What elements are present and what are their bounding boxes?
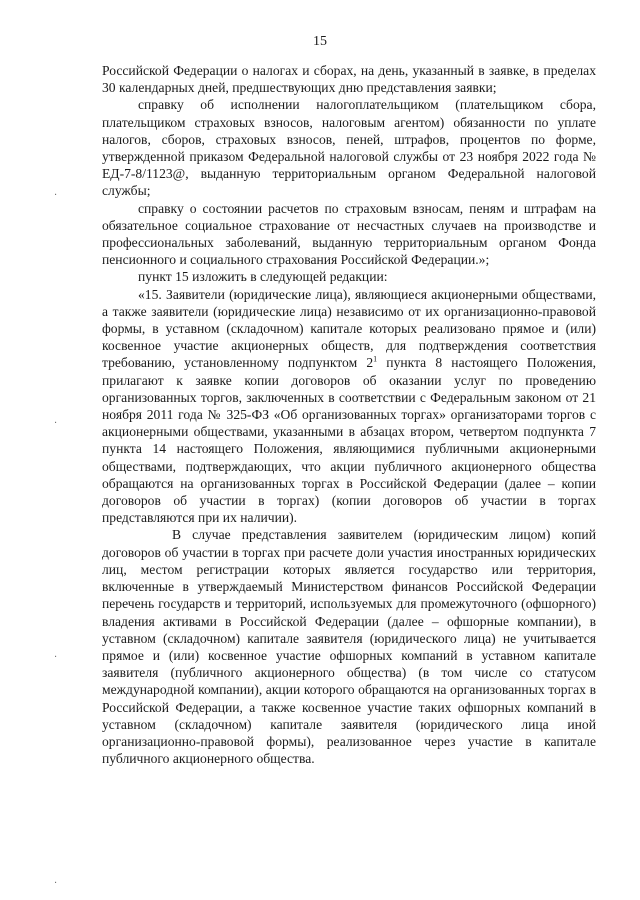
scan-speck: · [54,878,58,889]
paragraph-continuation: Российской Федерации о налогах и сборах, на день, указанный в заявке, в пределах 30 календарных дней, предшествующих дню представления заявки; [102,63,596,96]
paragraph-tax-certificate: справку об исполнении налогоплательщиком (плательщиком сбора, плательщиком страховых взносов, налоговым агентом) обязанности по уплате налогов, сборов, страховых взносов, пеней, штрафов, процентов по форме, утвержденной приказом Федеральной налоговой службы от 23 ноября 2022 года № ЕД-7-8/1123@, выданную территориальным органом Федеральной налоговой службы; [102,97,596,199]
item-15-text-start: «15. Заявители (юридические лица), являющиеся акционерными обществами, а также заявители (юридические лица) независимо от их организационно-правовой формы, в уставном (складочном) капитале которых реализовано прямое и (или) косвенное участие акционерных обществ, для подтверждения соответствия требованию, установленному подпунктом 2 [102,286,596,371]
page-number: 15 [313,34,327,49]
paragraph-item-15 [102,286,596,527]
scan-speck: · [54,190,58,201]
paragraph-insurance-certificate: справку о состоянии расчетов по страховым взносам, пеням и штрафам на обязательное социальное страхование от несчастных случаев на производстве и профессиональных заболеваний, выданную территориальным органом Фонда пенсионного и социального страхования Российской Федерации.»; [102,200,596,268]
item-15-text-end: пункта 8 настоящего Положения, прилагают к заявке копии договоров об оказании услуг по проведению организованных торгов, заключенных в соответствии с Федеральным законом от 21 ноября 2011 года № 325-ФЗ «Об организованных торгах» организаторами торгов с акционерными обществами, указанными в абзацах втором, четвертом подпункта 7 пункта 14 настоящего Положения, являющимися публичными акционерными обществами, подтверждающих, что акции публичного акционерного общества обращаются на организованных торгах в Российской Федерации (далее – копии договоров об участии в торгах) (копии договоров об участии в торгах представляются при их наличии). [102,355,597,526]
scan-speck: · [54,418,58,429]
scan-speck: · [54,652,58,663]
superscript-marker: 1 [373,354,378,364]
paragraph-amendment-intro: пункт 15 изложить в следующей редакции: [138,269,388,285]
document-body [102,62,596,767]
paragraph-offshore: В случае представления заявителем (юридическим лицом) копий договоров об участии в торгах при расчете доли участия иностранных юридических лиц, местом регистрации которых является государство или территория, включенные в утверждаемый Министерством финансов Российской Федерации перечень государств и территорий, используемых для промежуточного (офшорного) владения активами в Российской Федерации (далее – офшорные компании), в уставном (складочном) капитале заявителя (юридического лица) не учитывается прямое и (или) косвенное участие офшорных компаний в уставном капитале заявителя (публичного акционерного общества) (в том числе со статусом международной компании), акции которого обращаются на организованных торгах в Российской Федерации, а также косвенное участие таких офшорных компаний в уставном (складочном) капитале заявителя (юридического лица иной организационно-правовой формы), реализованное через участие в капитале публичного акционерного общества. [102,527,596,767]
